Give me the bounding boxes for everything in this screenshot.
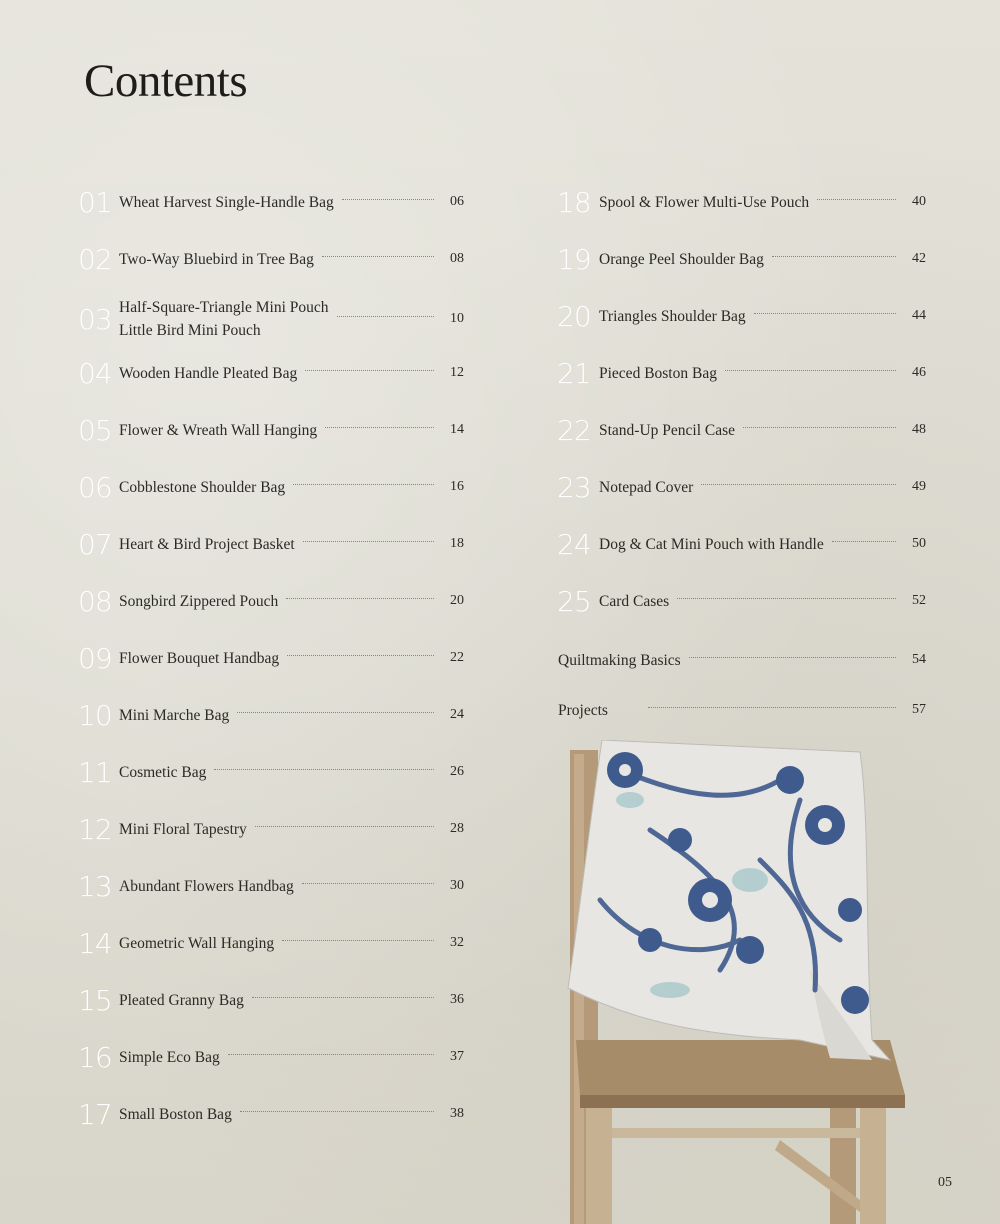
toc-page: 32 [450,935,464,950]
dot-leader [287,655,434,656]
toc-page: 48 [912,422,926,437]
toc-entry-21[interactable] [557,353,926,393]
toc-title: Spool & Flower Multi-Use Pouch [599,193,810,211]
toc-number: 18 [557,185,591,219]
toc-title [119,296,329,342]
toc-number: 16 [78,1040,112,1074]
toc-page: 44 [912,308,926,323]
toc-title: Quiltmaking Basics [558,651,681,669]
toc-entry-quiltmaking-basics[interactable] [558,640,926,680]
dot-leader [677,598,896,599]
toc-title: Heart & Bird Project Basket [119,535,295,553]
toc-page: 38 [450,1106,464,1121]
toc-entry-08[interactable] [78,581,464,621]
dot-leader [228,1054,434,1055]
toc-title: Wooden Handle Pleated Bag [119,364,298,382]
toc-title: Songbird Zippered Pouch [119,592,279,610]
toc-title: Orange Peel Shoulder Bag [599,250,764,268]
toc-number: 22 [557,413,591,447]
chair-leg [860,1108,886,1224]
toc-page: 28 [450,821,464,836]
dot-leader [743,427,896,428]
toc-number: 01 [78,185,112,219]
toc-entry-19[interactable] [557,239,926,279]
dot-leader [832,541,896,542]
toc-title: Notepad Cover [599,478,694,496]
dot-leader [293,484,434,485]
toc-title: Projects [558,701,608,719]
toc-page: 10 [450,311,464,326]
toc-entry-14[interactable] [78,923,464,963]
toc-page: 08 [450,251,464,266]
toc-title: Pleated Granny Bag [119,991,244,1009]
toc-entry-18[interactable] [557,182,926,222]
toc-number: 08 [78,584,112,618]
dot-leader [648,707,896,708]
toc-title: Mini Floral Tapestry [119,820,247,838]
toc-number: 20 [557,299,591,333]
chair-leg [586,1108,612,1224]
toc-title: Card Cases [599,592,670,610]
toc-entry-20[interactable] [557,296,926,336]
dot-leader [322,256,434,257]
toc-page: 16 [450,479,464,494]
toc-page: 06 [450,194,464,209]
toc-number: 25 [557,584,591,618]
toc-page: 14 [450,422,464,437]
toc-number: 15 [78,983,112,1017]
toc-title: Small Boston Bag [119,1105,232,1123]
toc-entry-13[interactable] [78,866,464,906]
toc-number: 03 [78,302,112,336]
dot-leader [282,940,434,941]
page-title: Contents [84,55,248,107]
toc-entry-11[interactable] [78,752,464,792]
toc-number: 02 [78,242,112,276]
toc-entry-04[interactable] [78,353,464,393]
toc-title: Flower & Wreath Wall Hanging [119,421,318,439]
toc-entry-05[interactable] [78,410,464,450]
toc-title: Two-Way Bluebird in Tree Bag [119,250,314,268]
dot-leader [725,370,896,371]
dot-leader [237,712,434,713]
dot-leader [817,199,896,200]
toc-number: 05 [78,413,112,447]
toc-page: 52 [912,593,926,608]
toc-number: 09 [78,641,112,675]
toc-page: 40 [912,194,926,209]
toc-page: 54 [912,652,926,667]
toc-number: 24 [557,527,591,561]
dot-leader [303,541,434,542]
dot-leader [240,1111,434,1112]
toc-number: 21 [557,356,591,390]
toc-entry-22[interactable] [557,410,926,450]
dot-leader [689,657,896,658]
toc-title: Mini Marche Bag [119,706,230,724]
toc-number: 07 [78,527,112,561]
toc-number: 19 [557,242,591,276]
toc-entry-06[interactable] [78,467,464,507]
toc-title: Geometric Wall Hanging [119,934,275,952]
toc-entry-17[interactable] [78,1094,464,1134]
toc-entry-02[interactable] [78,239,464,279]
toc-entry-23[interactable] [557,467,926,507]
toc-page: 49 [912,479,926,494]
dot-leader [701,484,896,485]
toc-entry-03[interactable] [78,296,464,342]
toc-number: 13 [78,869,112,903]
toc-page: 50 [912,536,926,551]
quilt-on-chair-photo [560,740,920,1224]
toc-entry-10[interactable] [78,695,464,735]
toc-title: Wheat Harvest Single-Handle Bag [119,193,334,211]
toc-page: 24 [450,707,464,722]
toc-title: Cobblestone Shoulder Bag [119,478,286,496]
toc-page: 42 [912,251,926,266]
toc-title: Pieced Boston Bag [599,364,717,382]
toc-page: 36 [450,992,464,1007]
toc-number: 14 [78,926,112,960]
dot-leader [342,199,434,200]
toc-number: 17 [78,1097,112,1131]
toc-entry-25[interactable] [557,581,926,621]
toc-number: 06 [78,470,112,504]
toc-page: 22 [450,650,464,665]
dot-leader [305,370,434,371]
toc-number: 12 [78,812,112,846]
toc-title-line-1: Half-Square-Triangle Mini Pouch [119,299,329,316]
toc-entry-15[interactable] [78,980,464,1020]
dot-leader [214,769,434,770]
toc-title: Stand-Up Pencil Case [599,421,736,439]
dot-leader [255,826,434,827]
dot-leader [302,883,434,884]
dot-leader [772,256,896,257]
toc-title: Cosmetic Bag [119,763,207,781]
toc-title: Triangles Shoulder Bag [599,307,746,325]
toc-number: 23 [557,470,591,504]
toc-page: 20 [450,593,464,608]
dot-leader [286,598,434,599]
toc-entry-projects[interactable] [558,690,926,730]
dot-leader [325,427,434,428]
dot-leader [252,997,434,998]
toc-entry-12[interactable] [78,809,464,849]
toc-title: Flower Bouquet Handbag [119,649,280,667]
toc-page: 12 [450,365,464,380]
toc-entry-16[interactable] [78,1037,464,1077]
dot-leader [754,313,896,314]
chair-rung [612,1128,860,1138]
toc-entry-09[interactable] [78,638,464,678]
toc-page: 30 [450,878,464,893]
page-number: 05 [938,1175,952,1190]
toc-entry-01[interactable] [78,182,464,222]
toc-title-line-2: Little Bird Mini Pouch [119,322,261,339]
toc-number: 10 [78,698,112,732]
toc-entry-24[interactable] [557,524,926,564]
toc-entry-07[interactable] [78,524,464,564]
toc-title: Simple Eco Bag [119,1048,220,1066]
toc-page: 57 [912,702,926,717]
toc-page: 46 [912,365,926,380]
toc-number: 11 [78,755,112,789]
toc-title: Abundant Flowers Handbag [119,877,294,895]
toc-title: Dog & Cat Mini Pouch with Handle [599,535,824,553]
toc-page: 37 [450,1049,464,1064]
dot-leader [337,316,434,317]
toc-number: 04 [78,356,112,390]
toc-page: 26 [450,764,464,779]
toc-page: 18 [450,536,464,551]
